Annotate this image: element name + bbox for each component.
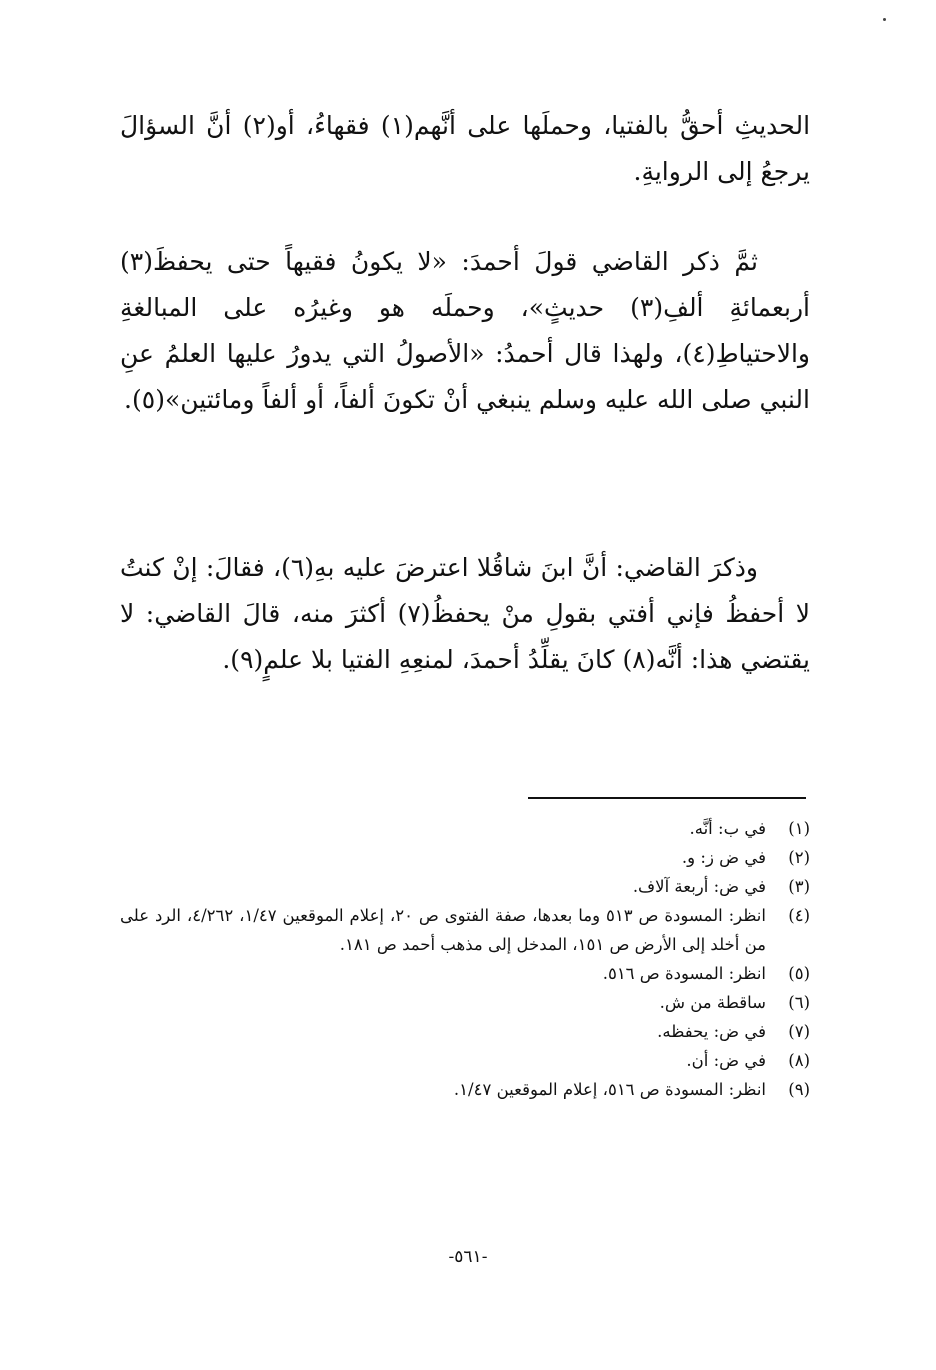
- footnote-number: (٥): [788, 964, 810, 983]
- footnote-text: في ض: أربعة آلاف.: [632, 877, 766, 896]
- page-number: -٥٦١-: [448, 1247, 488, 1267]
- footnote-text: في ض: يحفظه.: [657, 1022, 766, 1041]
- paragraph-3-text: وذكرَ القاضي: أنَّ ابنَ شاقُلا اعترضَ عليه بهِ(٦)، فقالَ: إنْ كنتُ لا أحفظُ فإني أفتي بقولِ منْ يحفظُ(٧) أكثرَ منه، قالَ القاضي: لا يقتضي هذا: أنَّه(٨) كانَ يقلِّدُ أحمدَ، لمنعِهِ الفتيا بلا علمٍ(٩).: [120, 553, 810, 674]
- footnote-4: [120, 901, 810, 959]
- footnote-text: في ض ز: و.: [681, 848, 766, 867]
- footnote-text: في ب: أنَّه.: [689, 819, 766, 838]
- footnote-number: (١): [788, 819, 810, 838]
- paragraph-1-text: الحديثِ أحقُّ بالفتيا، وحملَها على أنَّهم(١) فقهاءُ، أو(٢) أنَّ السؤالَ يرجعُ إلى الروايةِ.: [120, 111, 811, 186]
- footnotes-list: [120, 814, 810, 1104]
- footnote-number: (٧): [788, 1022, 810, 1041]
- footnote-2: [120, 843, 810, 872]
- paragraph-ibn-shaqila: [120, 545, 810, 683]
- footnote-text: انظر: المسودة ص ٥١٦.: [602, 964, 766, 983]
- footnote-7: [120, 1017, 810, 1046]
- paragraph-continuation: [120, 103, 810, 195]
- footnote-number: (٨): [788, 1051, 810, 1070]
- footnote-text: انظر: المسودة ص ٥١٦، إعلام الموقعين ١/٤٧.: [453, 1080, 766, 1099]
- footnote-number: (٣): [788, 877, 810, 896]
- footnote-text: انظر: المسودة ص ٥١٣ وما بعدها، صفة الفتوى ص ٢٠، إعلام الموقعين ١/٤٧، ٤/٢٦٢، الرد على من أخلد إلى الأرض ص ١٥١، المدخل إلى مذهب أحمد ص ١٨١.: [120, 906, 766, 954]
- footnote-5: [120, 959, 810, 988]
- footnote-text: ساقطة من ش.: [659, 993, 766, 1012]
- footnote-8: [120, 1046, 810, 1075]
- scan-speck: [883, 18, 886, 21]
- footnote-number: (٩): [788, 1080, 810, 1099]
- footnote-text: في ض: أن.: [686, 1051, 766, 1070]
- footnote-number: (٢): [788, 848, 810, 867]
- footnote-1: [120, 814, 810, 843]
- paragraph-2-text: ثمَّ ذكر القاضي قولَ أحمدَ: «لا يكونُ فقيهاً حتى يحفظَ(٣) أربعمائةِ ألفِ(٣) حديثٍ»، وحملَه هو وغيرُه على المبالغةِ والاحتياطِ(٤)، ولهذا قال أحمدُ: «الأصولُ التي يدورُ عليها العلمُ عنِ النبي صلى الله عليه وسلم ينبغي أنْ تكونَ ألفاً، أو ألفاً ومائتين»(٥).: [120, 247, 810, 414]
- footnote-6: [120, 988, 810, 1017]
- footnote-3: [120, 872, 810, 901]
- footnote-separator: [528, 797, 806, 799]
- paragraph-qadi-ahmad: [120, 239, 810, 423]
- footnote-9: [120, 1075, 810, 1104]
- footnote-number: (٦): [788, 993, 810, 1012]
- footnote-number: (٤): [788, 906, 810, 925]
